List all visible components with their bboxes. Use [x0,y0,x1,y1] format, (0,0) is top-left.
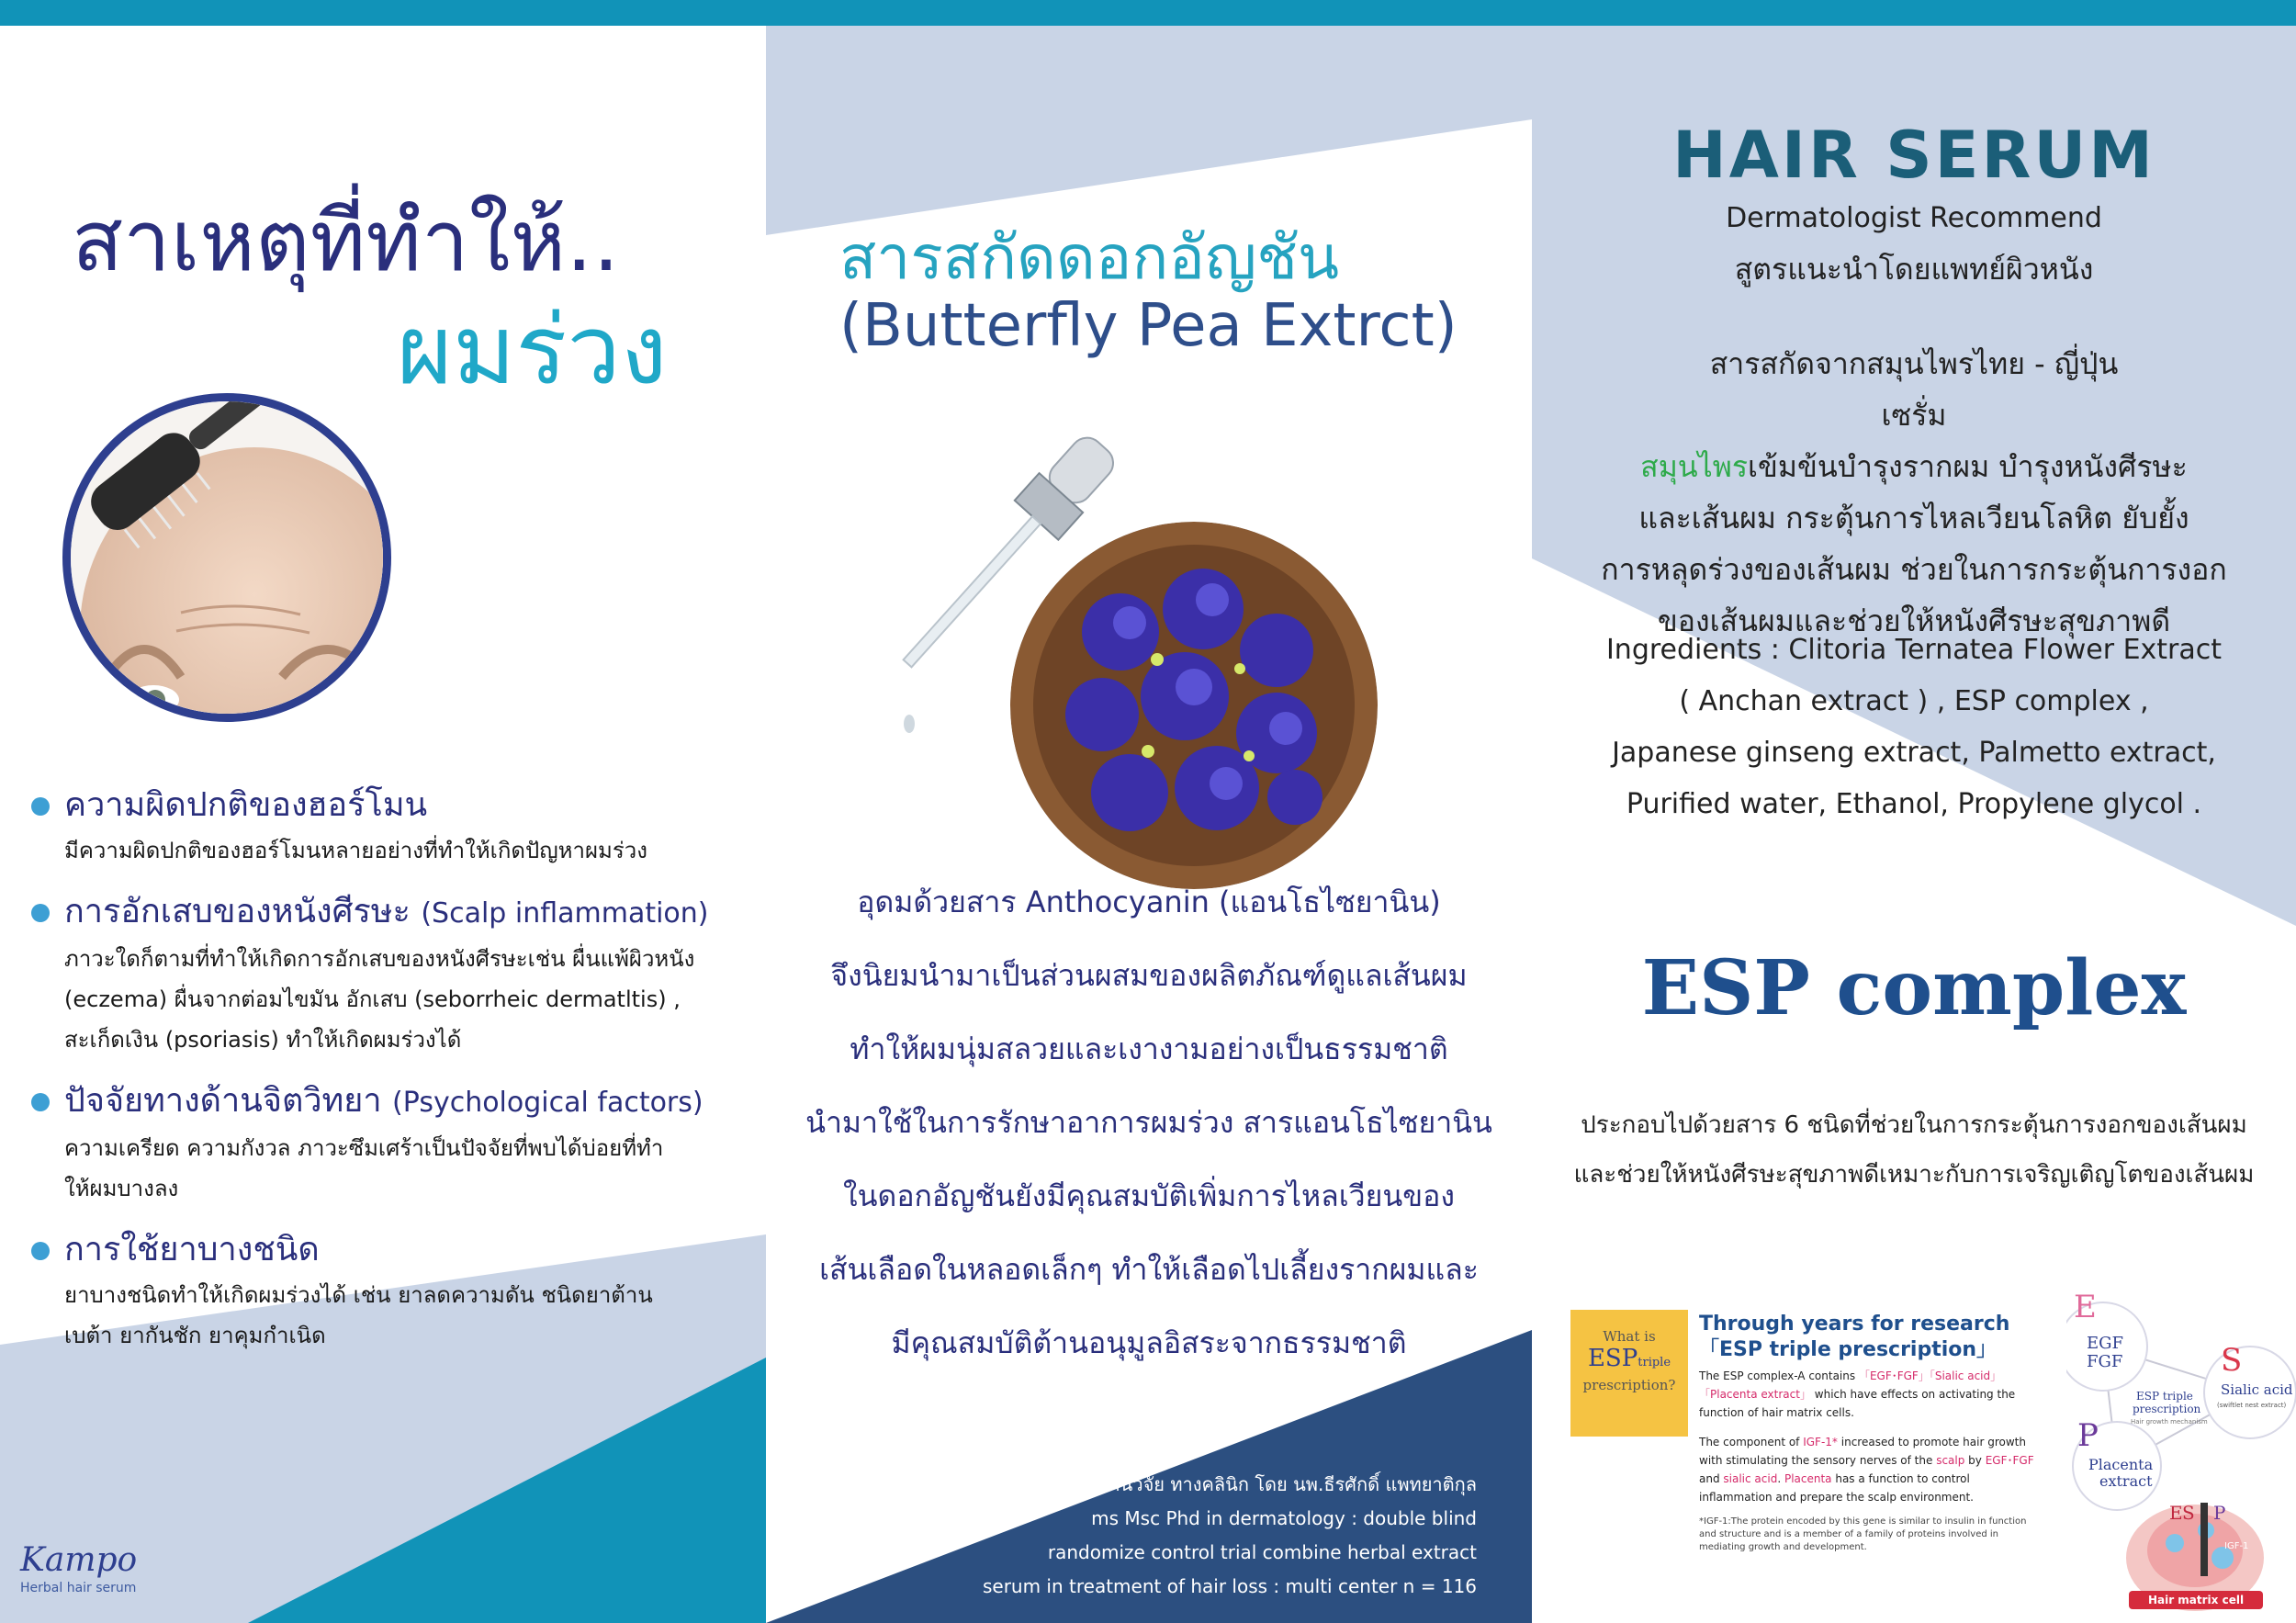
balding-man-photo [62,393,391,722]
cause-heading-en: (Scalp inflammation) [421,897,709,930]
hair-serum-title: HAIR SERUM [1672,118,2155,193]
tag-line: prescription? [1582,1377,1676,1393]
top-accent-bar [0,0,2296,26]
text-run: sialic acid [1723,1472,1778,1485]
text-run: EGF･FGF [1985,1454,2034,1467]
description-line: จึงนิยมนำมาเป็นส่วนผสมของผลิตภัณฑ์ดูแลเส้นผม [830,958,1468,993]
esp-triangle-diagram [2066,1282,2296,1613]
cause-text: มีความผิดปกติของฮอร์โมนหลายอย่างที่ทำให้เกิดปัญหาผมร่วง [64,838,647,863]
what-is-esp-tag [1570,1310,1688,1437]
research-line: randomize control trial combine herbal extract [1047,1541,1477,1563]
text-run: The ESP complex-A contains [1699,1369,1859,1382]
tag-line [1570,1345,1688,1377]
herbal-line-part: เซรั่ม [1881,398,1947,433]
light-blue-top-shape [766,26,1532,235]
text-run: scalp [1936,1454,1965,1467]
hair-loss-title: ผมร่วง [397,294,668,406]
text-run: by [1964,1454,1986,1467]
clinical-research-note [983,1468,1477,1604]
ingredients-line: Japanese ginseng extract, Palmetto extract, [1612,737,2216,769]
ingredients-line: ( Anchan extract ) , ESP complex , [1679,685,2149,717]
text-run: and [1699,1472,1724,1485]
esp-paragraph [1699,1367,2039,1422]
egf-label: EGF [2087,1334,2124,1353]
description-line: ในดอกอัญชันยังมีคุณสมบัติเพิ่มการไหลเวียนของ [843,1178,1455,1213]
center-label: ESP triple [2136,1390,2193,1403]
cause-heading: ความผิดปกติของฮอร์โมน [64,786,428,824]
description-line: นำมาใช้ในการรักษาอาการผมร่วง สารแอนโธไซยานิน [805,1105,1492,1140]
text-run: which have effects on activating the function of hair matrix cells. [1699,1388,2016,1419]
research-line: งานวิจัย ทางคลินิก โดย นพ.ธีรศักดิ์ แพทยาติกุล [1100,1473,1477,1495]
tag-esp: ESP [1587,1345,1638,1372]
panel-hair-loss-causes [0,26,766,1623]
butterfly-pea-flowers-bowl [1010,522,1378,889]
bullet-dot-icon [31,1242,50,1260]
igf-label: IGF-1 [2224,1541,2249,1551]
cause-heading: ปัจจัยทางด้านจิตวิทยา [64,1082,382,1120]
text-run: Placenta [1784,1472,1832,1485]
description-line: อุดมด้วยสาร Anthocyanin (แอนโธไซยานิน) [857,885,1441,919]
bullet-dot-icon [31,904,50,922]
cause-text: ความเครียด ความกังวล ภาวะซึมเศร้าเป็นปัจจัยที่พบได้บ่อยที่ทำ [64,1135,664,1161]
causes-list [31,781,748,1372]
cause-text: สะเก็ดเงิน (psoriasis) ทำให้เกิดผมร่วงได้ [64,1027,462,1053]
esp-triple-infographic [1570,1282,2296,1613]
sialic-sub: (swiftlet nest extract) [2217,1402,2287,1409]
herbal-highlight: สมุนไพร [1640,449,1749,484]
panel-hair-serum [1532,26,2296,1623]
herbal-line: และเส้นผม กระตุ้นการไหลเวียนโลหิต ยับยั้ง [1638,501,2189,535]
esp-complex-title: ESP complex [1641,944,2187,1032]
sialic-label: Sialic acid [2221,1381,2293,1398]
tag-triple: triple [1638,1356,1671,1369]
causes-title: สาเหตุที่ทำให้.. [72,192,620,290]
herbal-description [1532,338,2296,647]
igf-footnote: *IGF-1:The protein encoded by this gene is similar to insulin in function and structure and is a member of a family of proteins involved in mediating growth and development. [1699,1516,2027,1552]
cause-item-medication [31,1225,748,1356]
esp-explanation [1699,1367,2039,1517]
herbal-line: สารสกัดจากสมุนไพรไทย - ญี่ปุ่น [1709,346,2119,381]
tag-line: What is [1603,1328,1656,1345]
text-run: increased to promote hair growth with stimulating the sensory nerves of the [1699,1436,2026,1467]
herbal-line-part: เข้มข้นบำรุงรากผม บำรุงหนังศีรษะ [1748,449,2188,484]
panel-butterfly-pea [766,26,1532,1623]
description-line: เส้นเลือดในหลอดเล็กๆ ทำให้เลือดไปเลี้ยงรากผมและ [819,1252,1479,1287]
esp-desc-line: และช่วยให้หนังศีรษะสุขภาพดีเหมาะกับการเจริญเติญโตของเส้นผม [1573,1161,2255,1189]
cause-item-scalp-inflammation [31,887,748,1060]
herbal-line: การหลุดร่วงของเส้นผม ช่วยในการกระตุ้นการงอก [1601,552,2227,587]
description-line: มีคุณสมบัติต้านอนุมูลอิสระจากธรรมชาติ [891,1325,1407,1360]
cause-heading-en: (Psychological factors) [392,1087,703,1119]
brand-subtitle: Herbal hair serum [20,1581,137,1595]
cause-heading: การใช้ยาบางชนิด [64,1231,320,1268]
text-run: IGF-1* [1803,1436,1838,1448]
text-run: 「EGF･FGF」「Sialic acid」「Placenta extract」 [1699,1369,2002,1401]
p-letter: P [2077,1417,2099,1454]
herbal-line [1532,389,2296,492]
ingredients-line: Ingredients : Clitoria Ternatea Flower Extract [1605,634,2223,666]
balding-man-illustration [71,401,383,714]
esp-heading-line: Through years for research [1699,1313,2010,1336]
ingredients-line: Purified water, Ethanol, Propylene glycol . [1626,788,2202,820]
esp-mini-label: P [2213,1502,2226,1524]
extract-label: extract [2099,1472,2153,1490]
e-letter: E [2074,1289,2097,1325]
esp-mini-label: S [2182,1502,2195,1524]
hair-matrix-cell-graphic [2126,1502,2264,1611]
herbal-line: ของเส้นผมและช่วยให้หนังศีรษะสุขภาพดี [1657,603,2171,638]
center-sub: Hair growth mechanism [2131,1418,2208,1426]
cause-text: เบต้า ยากันชัก ยาคุมกำเนิด [64,1323,326,1348]
dermatologist-recommend-th: สูตรแนะนำโดยแพทย์ผิวหนัง [1734,252,2094,287]
cause-item-hormone [31,781,748,871]
text-run: has a function to control inflammation and prepare the scalp environment. [1699,1472,1974,1504]
cause-text: ภาวะใดก็ตามที่ทำให้เกิดการอักเสบของหนังศีรษะเช่น ผื่นแพ้ผิวหนัง [64,946,695,972]
brand-name: Kampo [20,1541,138,1579]
kampo-logo [20,1541,137,1595]
butterfly-pea-description [766,865,1532,1380]
butterfly-pea-title-en: (Butterfly Pea Extrct) [839,292,1458,360]
esp-heading [1699,1312,2009,1363]
flower-bowl-illustration [1010,522,1378,889]
esp-diagram-svg [2066,1282,2296,1613]
fgf-label: FGF [2087,1352,2123,1371]
esp-heading-line: 「ESP triple prescription」 [1699,1338,1998,1361]
bullet-dot-icon [31,1093,50,1111]
esp-desc-line: ประกอบไปด้วยสาร 6 ชนิดที่ช่วยในการกระตุ้นการงอกของเส้นผม [1581,1111,2247,1139]
bullet-dot-icon [31,797,50,816]
center-label: prescription [2133,1403,2201,1415]
hair-matrix-cell-label: Hair matrix cell [2147,1594,2245,1606]
cause-heading: การอักเสบของหนังศีรษะ [64,893,411,930]
research-line: ms Msc Phd in dermatology : double blind [1091,1507,1477,1529]
esp-complex-description [1532,1100,2296,1200]
cause-text: ให้ผมบางลง [64,1176,179,1201]
cause-text: (eczema) ผื่นจากต่อมไขมัน อักเสบ (seborrheic dermatltis) , [64,986,681,1012]
butterfly-pea-title-th: สารสกัดดอกอัญชัน [839,222,1340,293]
dermatologist-recommend: Dermatologist Recommend [1726,202,2102,234]
ingredients-list [1532,625,2296,830]
s-letter: S [2221,1342,2243,1379]
research-line: serum in treatment of hair loss : multi center n = 116 [982,1575,1477,1597]
esp-mini-label: E [2169,1502,2183,1524]
text-run: The component of [1699,1436,1804,1448]
description-line: ทำให้ผมนุ่มสลวยและเงางามอย่างเป็นธรรมชาติ [850,1031,1448,1066]
cause-item-psychological [31,1076,748,1209]
text-run: . [1777,1472,1784,1485]
cause-text: ยาบางชนิดทำให้เกิดผมร่วงได้ เช่น ยาลดความดัน ชนิดยาต้าน [64,1282,653,1308]
placenta-label: Placenta [2088,1456,2154,1473]
esp-paragraph [1699,1433,2039,1506]
